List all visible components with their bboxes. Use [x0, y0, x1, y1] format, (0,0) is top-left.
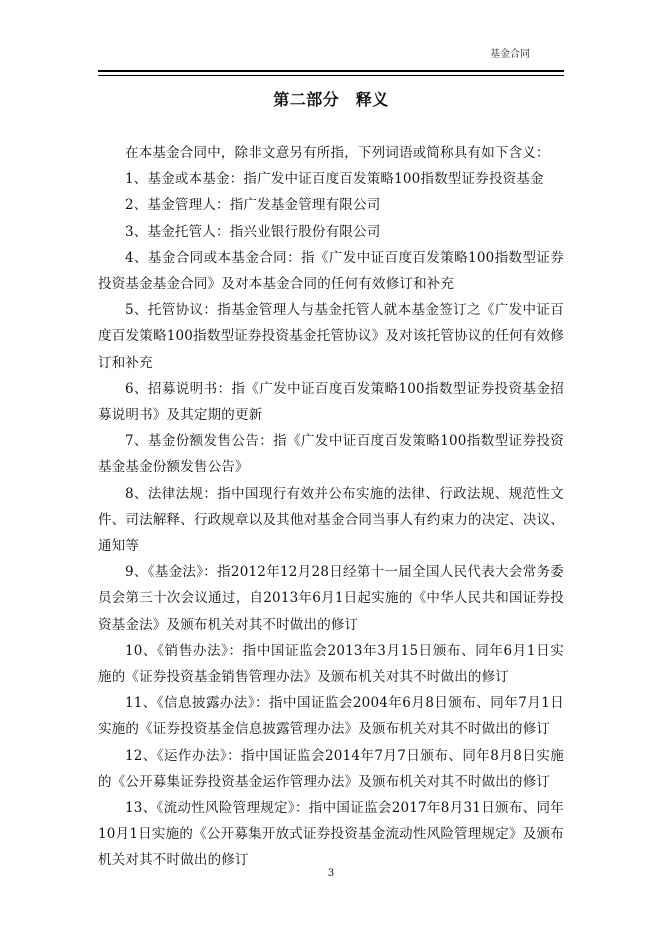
definition-item: 5、托管协议：指基金管理人与基金托管人就本基金签订之《广发中证百度百发策略100指数型证券投资基金托管协议》及对该托管协议的任何有效修订和补充	[98, 302, 564, 371]
page-number: 3	[327, 868, 335, 879]
definitions-body	[98, 140, 564, 874]
definition-item: 8、法律法规：指中国现行有效并公布实施的法律、行政法规、规范性文件、司法解释、行政规章以及其他对基金合同当事人有约束力的决定、决议、通知等	[98, 485, 564, 555]
definition-item: 11、《信息披露办法》：指中国证监会2004年6月8日颁布、同年7月1日实施的《证券投资基金信息披露管理办法》及颁布机关对其不时做出的修订	[98, 695, 564, 738]
header-doc-label: 基金合同	[490, 49, 530, 60]
section-title: 第二部分 释义	[273, 90, 389, 109]
definition-item: 9、《基金法》：指2012年12月28日经第十一届全国人民代表大会常务委员会第三十次会议通过，自2013年6月1日起实施的《中华人民共和国证券投资基金法》及颁布机关对其不时做出的修订	[98, 564, 564, 633]
definition-item: 10、《销售办法》：指中国证监会2013年3月15日颁布、同年6月1日实施的《证券投资基金销售管理办法》及颁布机关对其不时做出的修订	[98, 642, 564, 686]
definition-item: 3、基金托管人：指兴业银行股份有限公司	[125, 223, 381, 240]
definition-item: 7、基金份额发售公告：指《广发中证百度百发策略100指数型证券投资基金基金份额发售公告》	[98, 433, 564, 476]
header-rule-thin	[98, 75, 564, 76]
definition-item: 6、招募说明书：指《广发中证百度百发策略100指数型证券投资基金招募说明书》及其定期的更新	[98, 380, 564, 424]
definition-item: 4、基金合同或本基金合同：指《广发中证百度百发策略100指数型证券投资基金基金合同》及对本基金合同的任何有效修订和补充	[98, 249, 564, 293]
definition-item: 1、基金或本基金：指广发中证百度百发策略100指数型证券投资基金	[125, 171, 544, 188]
definition-item: 13、《流动性风险管理规定》：指中国证监会2017年8月31日颁布、同年10月1日实施的《公开募集开放式证券投资基金流动性风险管理规定》及颁布机关对其不时做出的修订	[98, 800, 564, 869]
intro-paragraph: 在本基金合同中，除非文意另有所指，下列词语或简称具有如下含义：	[125, 145, 550, 161]
header-rule-thick	[98, 70, 564, 72]
definition-item: 12、《运作办法》：指中国证监会2014年7月7日颁布、同年8月8日实施的《公开募集证券投资基金运作管理办法》及颁布机关对其不时做出的修订	[98, 747, 564, 790]
definition-item: 2、基金管理人：指广发基金管理有限公司	[125, 197, 381, 214]
